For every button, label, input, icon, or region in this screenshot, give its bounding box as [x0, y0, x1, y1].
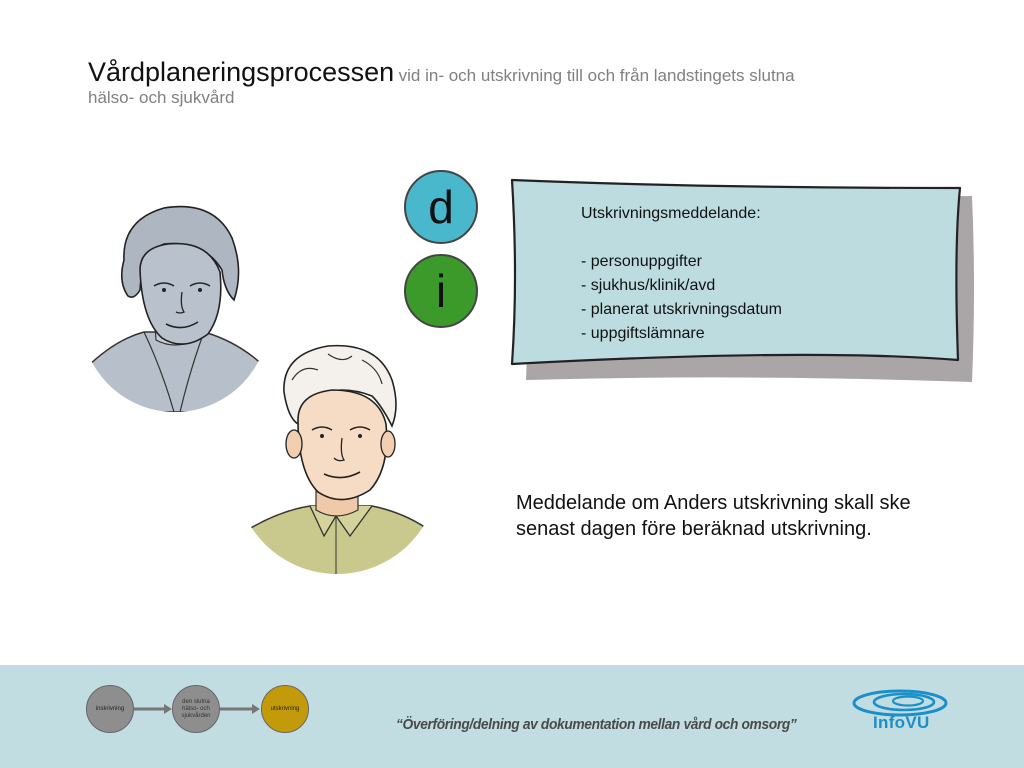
- note-item: - uppgiftslämnare: [581, 325, 705, 342]
- title-subtitle-line2: hälso- och sjukvård: [88, 88, 235, 108]
- note-text: [581, 202, 782, 346]
- step-label: utskrivning: [270, 705, 300, 712]
- title-main: Vårdplaneringsprocessen: [88, 57, 395, 87]
- step-label-lines: [181, 699, 210, 720]
- footer-bar: [0, 665, 1024, 768]
- badge-i: [404, 254, 478, 328]
- step-label: inskrivning: [95, 705, 125, 712]
- badge-d-letter: d: [428, 181, 454, 233]
- man-portrait-illustration: [232, 340, 442, 576]
- step-label: den slutna: [182, 698, 210, 705]
- note-item: - sjukhus/klinik/avd: [581, 277, 716, 294]
- message-line-1: Meddelande om Anders utskrivning skall ske: [516, 492, 911, 514]
- step-label: hälso- och: [182, 705, 210, 712]
- arrow-right-icon: [134, 704, 172, 714]
- note-item: - personuppgifter: [581, 253, 702, 270]
- discharge-message: [516, 490, 986, 542]
- process-step-sluten-vard: [172, 685, 220, 733]
- badge-d: [404, 170, 478, 244]
- note-item: - planerat utskrivningsdatum: [581, 301, 782, 318]
- note-spacer: [581, 226, 782, 250]
- arrow-right-icon: [220, 704, 260, 714]
- process-step-inskrivning: [86, 685, 134, 733]
- infovu-logo-text: InfoVU: [873, 713, 930, 732]
- slide-title: [88, 56, 948, 109]
- title-subtitle: vid in- och utskrivning till och från landstingets slutna: [398, 66, 795, 85]
- message-line-2: senast dagen före beräknad utskrivning.: [516, 518, 872, 540]
- step-label: sjukvården: [181, 712, 211, 719]
- note-heading: Utskrivningsmeddelande:: [581, 205, 761, 222]
- footer-slogan: “Överföring/delning av dokumentation mellan vård och omsorg”: [396, 716, 797, 733]
- badge-i-letter: i: [435, 265, 447, 317]
- process-step-utskrivning: [261, 685, 309, 733]
